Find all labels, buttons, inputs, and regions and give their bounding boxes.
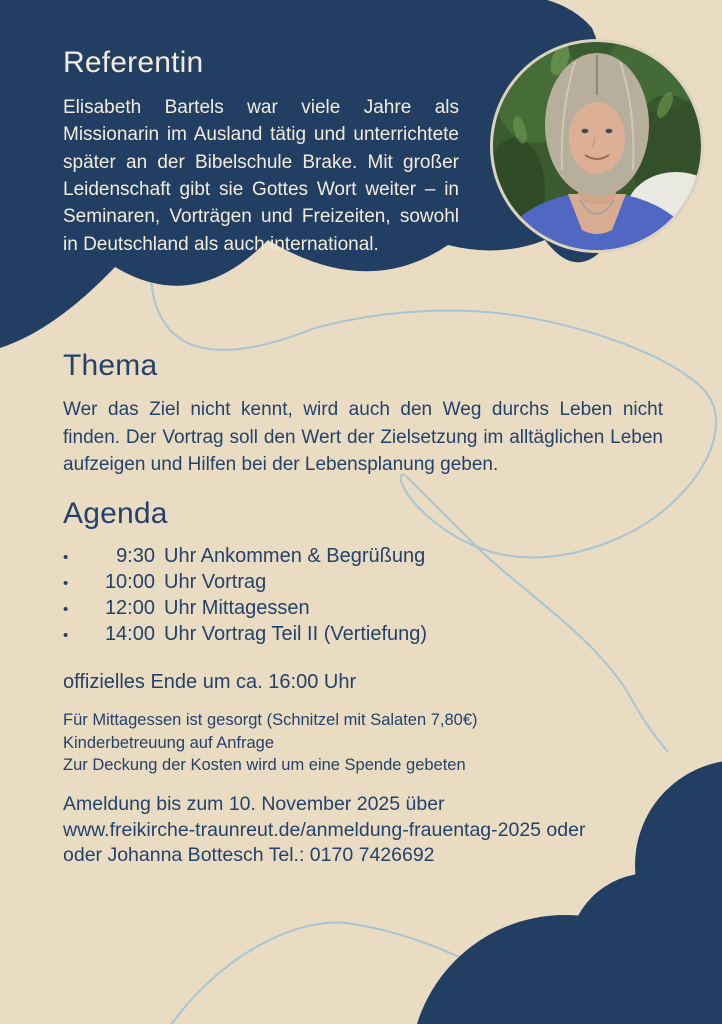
- agenda-item: [63, 570, 623, 596]
- agenda-item-label: Uhr Vortrag: [164, 571, 267, 593]
- agenda-notes: [63, 709, 623, 777]
- agenda-item-time: 9:30: [116, 545, 155, 567]
- referentin-body: Elisabeth Bartels war viele Jahre als Missionarin im Ausland tätig und unterrichtete später an der Bibelschule Brake. Mit großer Leidenschaft gibt sie Gottes Wort weiter – in Seminaren, Vorträgen und Freizeiten, sowohl in Deutschland als auch international.: [63, 97, 459, 255]
- agenda-item-time: 12:00: [104, 597, 155, 619]
- agenda-heading: Agenda: [63, 497, 168, 530]
- agenda-item-label: Uhr Mittagessen: [164, 597, 310, 619]
- registration-contact: oder Johanna Bottesch Tel.: 0170 7426692: [63, 844, 435, 866]
- agenda-item: [63, 596, 623, 622]
- registration-section: [63, 792, 623, 869]
- speaker-photo: [485, 27, 722, 352]
- agenda-item-label: Uhr Vortrag Teil II (Vertiefung): [164, 623, 428, 645]
- registration-deadline: Ameldung bis zum 10. November 2025 über: [63, 793, 445, 815]
- note-donation: Zur Deckung der Kosten wird um eine Spende gebeten: [63, 756, 466, 774]
- registration-url: www.freikirche-traunreut.de/anmeldung-frauentag-2025 oder: [63, 818, 586, 841]
- bullet-icon: •: [63, 549, 69, 566]
- official-end-note: offizielles Ende um ca. 16:00 Uhr: [63, 671, 357, 693]
- thema-section: [63, 349, 663, 479]
- referentin-section: [63, 46, 465, 258]
- thema-heading: Thema: [63, 349, 158, 382]
- note-childcare: Kinderbetreuung auf Anfrage: [63, 733, 274, 752]
- agenda-section: [63, 497, 623, 777]
- bullet-icon: •: [63, 575, 69, 592]
- bullet-icon: •: [63, 627, 69, 644]
- note-lunch: Für Mittagessen ist gesorgt (Schnitzel mit Salaten 7,80€): [63, 711, 478, 729]
- agenda-item: [63, 544, 623, 570]
- referentin-heading: Referentin: [63, 46, 204, 79]
- agenda-item-label: Uhr Ankommen & Begrüßung: [164, 545, 426, 567]
- agenda-item-time: 14:00: [104, 623, 155, 645]
- agenda-list: [63, 544, 623, 648]
- agenda-item-time: 10:00: [104, 571, 155, 593]
- agenda-item: [63, 622, 623, 648]
- thema-body: Wer das Ziel nicht kennt, wird auch den Weg durchs Leben nicht finden. Der Vortrag soll den Wert der Zielsetzung im alltäglichen Leben aufzeigen und Hilfen bei der Lebensplanung geben.: [63, 399, 663, 476]
- bullet-icon: •: [63, 601, 69, 618]
